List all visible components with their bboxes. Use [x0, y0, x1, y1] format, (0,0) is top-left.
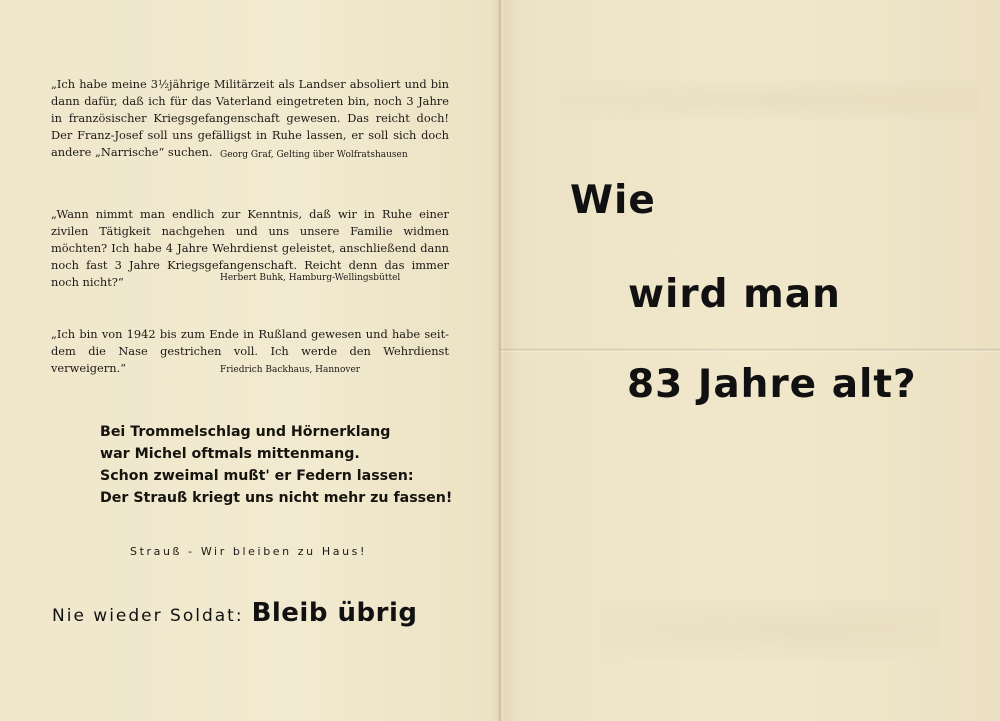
verse-line: Der Strauß kriegt uns nicht mehr zu fassen! — [100, 490, 453, 506]
right-page — [500, 0, 1000, 721]
verse-line: war Michel oftmals mittenmang. — [100, 446, 360, 462]
title-line: Wie — [570, 178, 656, 223]
quote-attribution: Friedrich Backhaus, Hannover — [220, 365, 361, 375]
slogan-strong: Bleib übrig — [251, 598, 418, 628]
verse — [100, 421, 460, 509]
title-line: wird man — [628, 272, 841, 317]
verse-line: Bei Trommelschlag und Hörnerklang — [100, 424, 391, 440]
quote-text: „Wann nimmt man endlich zur Kenntnis, daß wir in Ruhe einer zivilen Tätigkeit nachgehen und uns unsere Familie widmen möchten? Ich habe 4 Jahre Wehrdienst geleistet, anschließend dann noch fast 3 Jahre Kriegsgefangenschaft. Reicht denn das immer noch nicht?“ — [51, 207, 449, 289]
quote-attribution: Georg Graf, Gelting über Wolfratshausen — [220, 150, 408, 160]
title-line: 83 Jahre alt? — [627, 362, 917, 407]
quote-text: „Ich habe meine 3½jährige Militärzeit als Landser absoliert und bin dann dafür, daß ich für das Vaterland eingetreten bin, noch 3 Jahre in französischer Kriegsgefangenschaft gewesen. Das reicht doch! Der Franz-Josef soll uns gefälligst in Ruhe lassen, er soll sich doch andere „Narrische“ suchen. — [51, 77, 449, 159]
slogan — [52, 598, 417, 628]
verse-line: Schon zweimal mußt' er Federn lassen: — [100, 468, 414, 484]
quote-attribution: Herbert Buhk, Hamburg-Wellingsbüttel — [220, 273, 401, 283]
motto: Strauß - Wir bleiben zu Haus! — [130, 545, 367, 558]
quote-text: „Ich bin von 1942 bis zum Ende in Rußland gewesen und habe seit-dem die Nase gestrichen voll. Ich werde den Wehrdienst verweigern.“ — [51, 327, 449, 375]
slogan-lead: Nie wieder Soldat: — [52, 606, 244, 626]
